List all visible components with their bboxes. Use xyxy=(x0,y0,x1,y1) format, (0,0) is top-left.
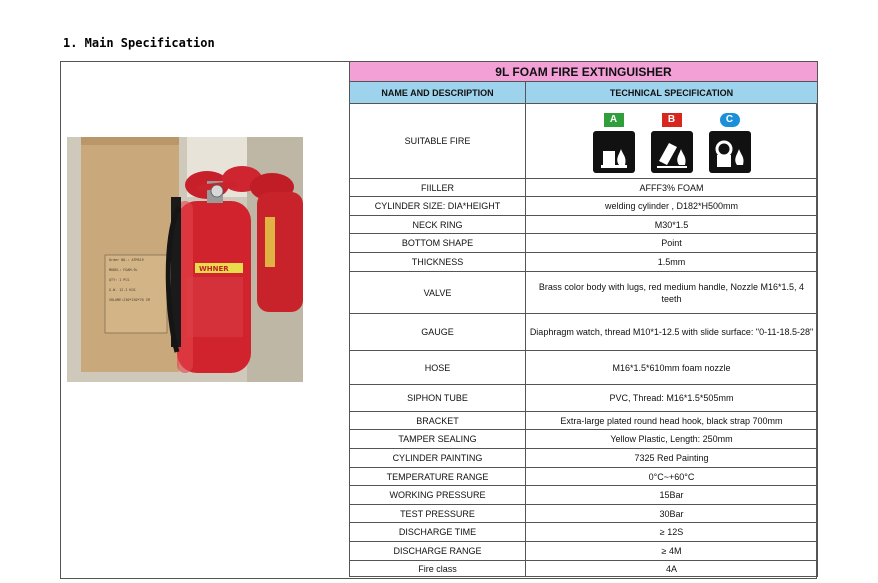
column-header-spec: TECHNICAL SPECIFICATION xyxy=(526,82,818,104)
row-value: ≥ 4M xyxy=(526,542,818,561)
row-name: Fire class xyxy=(350,561,526,577)
fire-extinguisher-photo xyxy=(67,137,303,382)
row-value: Point xyxy=(526,234,818,253)
box-label-line: G.W. 12.2 KGS xyxy=(109,288,136,292)
row-name: SIPHON TUBE xyxy=(350,385,526,412)
product-photo xyxy=(67,137,303,382)
liquid-fire-icon xyxy=(651,131,693,173)
gas-fire-icon xyxy=(709,131,751,173)
class-c-badge: C xyxy=(720,113,740,127)
row-name: THICKNESS xyxy=(350,253,526,272)
fire-class-cell xyxy=(526,104,818,179)
row-value: AFFF3% FOAM xyxy=(526,179,818,197)
row-value: Extra-large plated round head hook, black strap 700mm xyxy=(526,412,818,430)
row-value: PVC, Thread: M16*1.5*505mm xyxy=(526,385,818,412)
row-value: Diaphragm watch, thread M10*1-12.5 with slide surface: "0-11-18.5-28" xyxy=(526,314,818,351)
row-value: welding cylinder , D182*H500mm xyxy=(526,197,818,216)
class-a-badge: A xyxy=(604,113,624,127)
row-value: 0°C~+60°C xyxy=(526,468,818,486)
wood-fire-icon xyxy=(593,131,635,173)
class-b-badge: B xyxy=(662,113,682,127)
fire-class-b xyxy=(651,113,693,173)
row-name: BRACKET xyxy=(350,412,526,430)
row-name: DISCHARGE TIME xyxy=(350,523,526,542)
row-value: 15Bar xyxy=(526,486,818,505)
row-name: GAUGE xyxy=(350,314,526,351)
row-name: TAMPER SEALING xyxy=(350,430,526,449)
row-value: 7325 Red Painting xyxy=(526,449,818,468)
row-value: M16*1.5*610mm foam nozzle xyxy=(526,351,818,385)
box-label-line: Order NO.: ATM519 xyxy=(109,258,144,262)
specification-table xyxy=(349,61,818,577)
row-name: HOSE xyxy=(350,351,526,385)
column-header-name: NAME AND DESCRIPTION xyxy=(350,82,526,104)
row-value: ≥ 12S xyxy=(526,523,818,542)
row-name: BOTTOM SHAPE xyxy=(350,234,526,253)
row-value: 1.5mm xyxy=(526,253,818,272)
row-name: NECK RING xyxy=(350,216,526,234)
row-name: SUITABLE FIRE xyxy=(350,104,526,179)
row-value: Yellow Plastic, Length: 250mm xyxy=(526,430,818,449)
row-value: Brass color body with lugs, red medium handle, Nozzle M16*1.5, 4 teeth xyxy=(526,272,818,314)
fire-class-a xyxy=(593,113,635,173)
row-value: 30Bar xyxy=(526,505,818,523)
box-label-line: MODEL: FOAM-9L xyxy=(109,268,138,272)
table-title: 9L FOAM FIRE EXTINGUISHER xyxy=(350,62,818,82)
row-name: VALVE xyxy=(350,272,526,314)
section-heading: 1. Main Specification xyxy=(63,36,215,50)
box-label-line: QTY: 1 PCS xyxy=(109,278,130,282)
row-name: DISCHARGE RANGE xyxy=(350,542,526,561)
row-name: FIILLER xyxy=(350,179,526,197)
cylinder-label: WHNER xyxy=(199,265,229,273)
fire-class-c xyxy=(709,113,751,173)
row-name: CYLINDER SIZE: DIA*HEIGHT xyxy=(350,197,526,216)
row-value: M30*1.5 xyxy=(526,216,818,234)
row-name: WORKING PRESSURE xyxy=(350,486,526,505)
row-name: TEMPERATURE RANGE xyxy=(350,468,526,486)
row-name: TEST PRESSURE xyxy=(350,505,526,523)
row-value: 4A xyxy=(526,561,818,577)
row-name: CYLINDER PAINTING xyxy=(350,449,526,468)
box-label-line: VOLUME:230*230*70 CM xyxy=(109,298,150,302)
